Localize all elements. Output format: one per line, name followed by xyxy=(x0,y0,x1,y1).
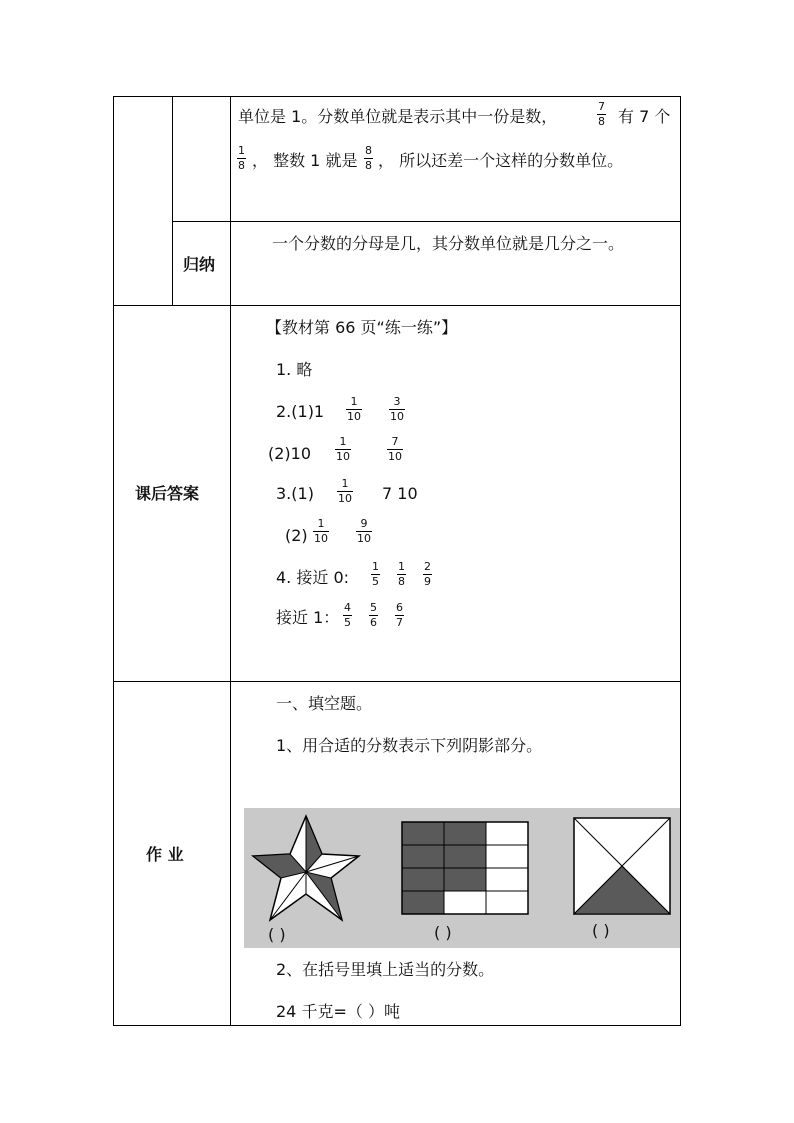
answer-item-4: 4. 接近 0: xyxy=(276,568,350,587)
fraction-1-8b: 1 8 xyxy=(398,560,405,588)
answers-heading: 【教材第 66 页“练一练”】 xyxy=(266,318,458,337)
table-top-border xyxy=(113,96,681,97)
fraction-2-9: 2 9 xyxy=(424,560,431,588)
fraction-3-10: 3 10 xyxy=(390,395,404,423)
homework-label: 作 业 xyxy=(146,845,184,864)
fraction-1-5: 1 5 xyxy=(372,560,379,588)
homework-question-1: 1、用合适的分数表示下列阴影部分。 xyxy=(276,736,543,755)
answer-item-1: 1. 略 xyxy=(276,360,313,379)
shaded-figures xyxy=(244,808,680,948)
answer-paren-1[interactable]: ( ) xyxy=(268,925,286,944)
fraction-5-6: 5 6 xyxy=(370,601,377,629)
row-divider-2 xyxy=(113,681,681,682)
answer-item-2-2: (2)10 xyxy=(268,444,312,463)
row1-line1: 单位是 1。分数单位就是表示其中一份是数， xyxy=(238,107,558,126)
inner-column-line xyxy=(172,96,173,306)
fraction-4-5: 4 5 xyxy=(344,601,351,629)
answer-paren-3[interactable]: ( ) xyxy=(592,921,610,940)
row1-line1-tail: 有 7 个 xyxy=(618,107,671,126)
grid-figure xyxy=(402,822,528,914)
row1-line2-b: ， 所以还差一个这样的分数单位。 xyxy=(378,151,624,170)
answer-item-3-2: (2) xyxy=(285,526,308,545)
fraction-1-10-c: 1 10 xyxy=(338,477,352,505)
answer-item-3-1-tail: 7 10 xyxy=(382,484,418,503)
answer-paren-2[interactable]: ( ) xyxy=(434,923,452,942)
fraction-1-8: 1 8 xyxy=(238,144,245,172)
fraction-9-10: 9 10 xyxy=(357,517,371,545)
fraction-8-8: 8 8 xyxy=(365,144,372,172)
table-bottom-border xyxy=(113,1025,681,1026)
fraction-7-8: 7 8 xyxy=(598,100,605,128)
homework-section-title: 一、填空题。 xyxy=(276,694,373,713)
answer-item-5: 接近 1： xyxy=(276,608,340,627)
homework-question-2-item: 24 千克=（ ）吨 xyxy=(276,1002,400,1021)
fraction-1-10-d: 1 10 xyxy=(314,517,328,545)
fraction-7-10: 7 10 xyxy=(388,435,402,463)
row-divider-inner xyxy=(172,221,681,222)
star-figure xyxy=(253,816,359,920)
fraction-6-7: 6 7 xyxy=(396,601,403,629)
shaded-figures-photo xyxy=(244,808,680,948)
summary-label: 归纳 xyxy=(183,255,216,274)
answer-item-2-1: 2.(1)1 xyxy=(276,402,325,421)
table-left-border xyxy=(113,96,114,1026)
fraction-1-10-b: 1 10 xyxy=(336,435,350,463)
square-figure xyxy=(574,818,670,914)
fraction-1-10-a: 1 10 xyxy=(347,395,361,423)
row-divider-1 xyxy=(113,305,681,306)
table-right-border xyxy=(680,96,681,1026)
homework-question-2: 2、在括号里填上适当的分数。 xyxy=(276,960,495,979)
row1-line2-a: ， 整数 1 就是 xyxy=(252,151,358,170)
content-column-line xyxy=(230,96,231,1026)
summary-text: 一个分数的分母是几，其分数单位就是几分之一。 xyxy=(272,234,625,253)
answers-label: 课后答案 xyxy=(135,484,200,503)
answer-item-3-1: 3.(1) xyxy=(276,484,314,503)
